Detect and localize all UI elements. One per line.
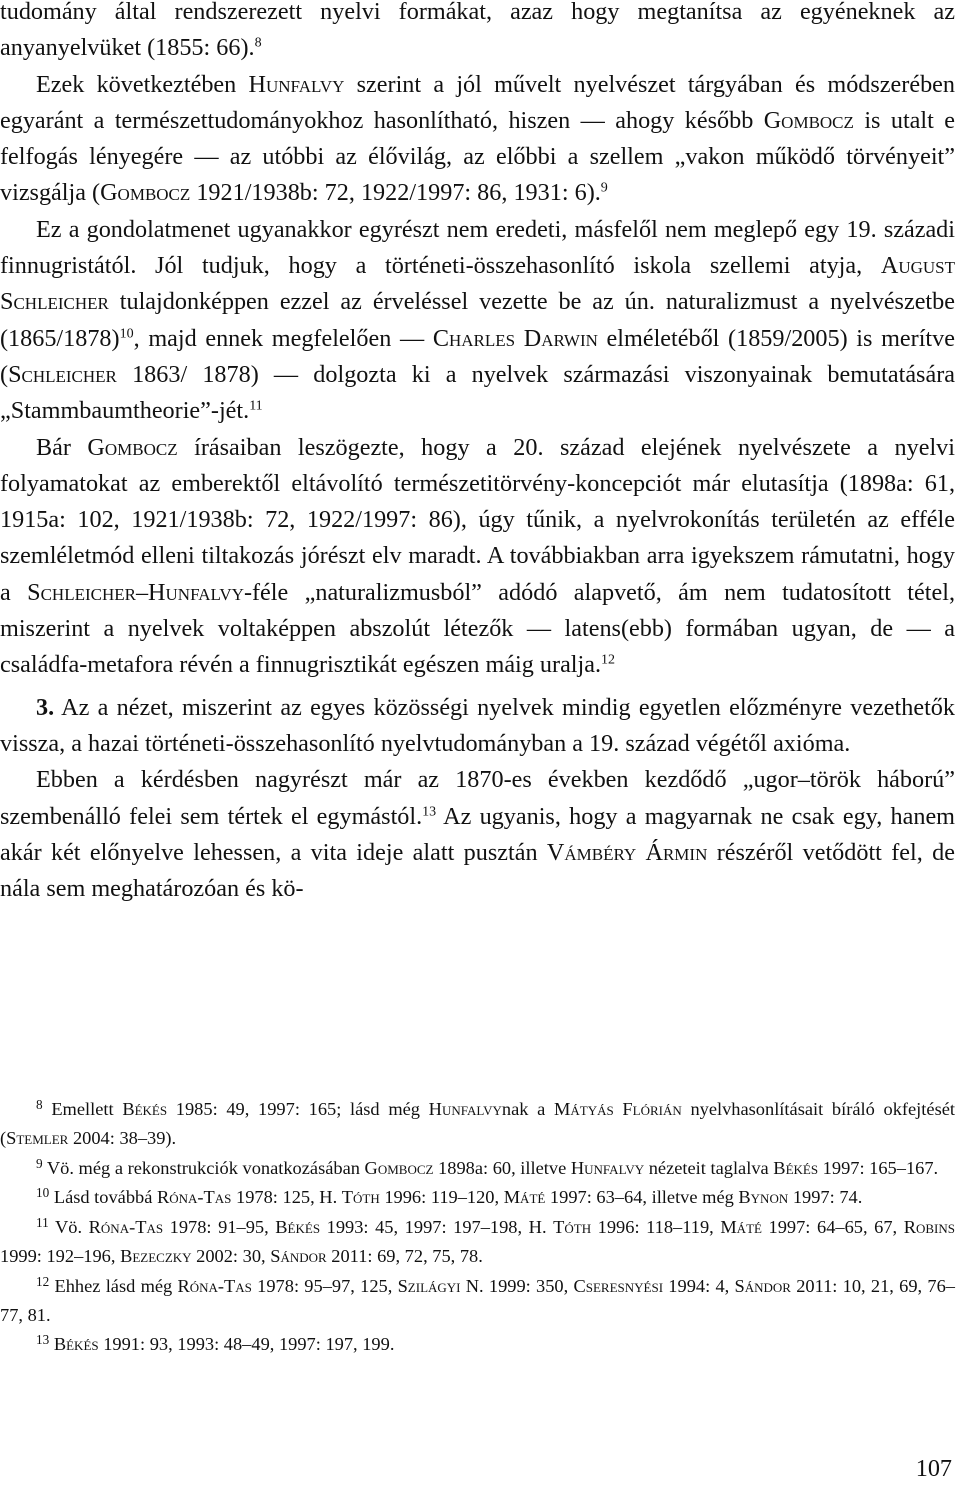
author-name: Bynon — [738, 1187, 789, 1208]
footnote-marker: 9 — [600, 179, 608, 196]
author-name: Tóth — [341, 1187, 380, 1208]
text-run: 1994: 4, — [663, 1275, 735, 1296]
paragraph — [0, 212, 955, 430]
footnote-marker: 11 — [249, 397, 263, 414]
paragraph — [0, 430, 955, 684]
text-run: 1993: 45, 1997: 197–198, H. — [320, 1216, 554, 1237]
author-name: Szilágyi — [397, 1275, 461, 1296]
paragraph — [0, 690, 955, 763]
text-run: 1997: 63–64, illetve még — [545, 1187, 739, 1208]
footnote — [0, 1272, 955, 1330]
author-name: Hunfalvy — [248, 70, 345, 98]
text-run: 1999: 192–196, — [0, 1245, 121, 1266]
text-run: elméletéből (1859/2005) is merítve ( — [0, 324, 955, 388]
footnote — [0, 1183, 955, 1212]
footnote-marker: 8 — [254, 34, 262, 51]
footnote — [0, 1213, 955, 1271]
text-run: 1978: 95–97, 125, — [251, 1275, 398, 1296]
author-name: Robins — [903, 1216, 955, 1237]
text-run: Az ugyanis, hogy a magyarnak ne csak egy, hanem akár két előnyelve lehessen, a vita ideje alatt pusztán — [0, 802, 955, 866]
text-run: 1898a: 60, illetve — [433, 1157, 571, 1178]
text-run: Lásd továbbá — [49, 1187, 157, 1208]
footnote — [0, 1154, 955, 1183]
text-run: Ebben a kérdésben nagyrészt már az 1870-es években kezdődő „ugor–török háború” szembenálló felei sem tértek el egymástól. — [0, 766, 955, 830]
footnote-marker: 13 — [422, 802, 437, 819]
text-run: 2002: 30, — [191, 1245, 271, 1266]
text-run: tulajdonképpen ezzel az érveléssel vezette be az ún. naturalizmust a nyelvészetbe (1865/1878) — [0, 288, 955, 352]
footnote-marker: 12 — [601, 651, 616, 668]
text-run: Emellett — [42, 1099, 123, 1119]
text-run: nézeteit taglalva — [644, 1157, 774, 1178]
footnote-marker: 8 — [36, 1097, 43, 1113]
text-run: 1996: 119–120, — [379, 1187, 504, 1208]
author-name: Máté — [503, 1187, 546, 1208]
footnote — [0, 1095, 955, 1153]
text-run: , majd ennek megfelelően — — [133, 324, 433, 352]
author-name: Sándor — [270, 1245, 327, 1266]
text-run: 1996: 118–119, — [591, 1216, 721, 1237]
text-run: N. 1999: 350, — [460, 1275, 574, 1296]
text-run: -féle „naturalizmusból” adódó alapvető, ám nem tudatosított tétel, miszerint a nyelvek voltaképpen abszolút létezők — latens(ebb) formában ugyan, de — a családfa-metafora révén a finnugrisztikát egészen máig uralja. — [0, 578, 955, 679]
author-name: Schleicher — [8, 360, 117, 388]
footnote-marker: 11 — [36, 1214, 49, 1230]
author-name: Sándor — [734, 1275, 791, 1296]
author-name: Békés — [773, 1157, 819, 1178]
author-name: Stemler — [6, 1128, 69, 1149]
author-name: Gombocz — [100, 179, 191, 207]
author-name: Mátyás Flórián — [554, 1099, 682, 1119]
footnote-marker: 9 — [36, 1155, 43, 1171]
footnote-marker: 10 — [119, 324, 134, 341]
author-name: Schleicher–Hunfalvy — [27, 578, 244, 606]
author-name: Gombocz — [87, 433, 178, 461]
author-name: Róna-Tas — [177, 1275, 252, 1296]
text-run: 1978: 91–95, — [163, 1216, 276, 1237]
text-run: 1978: 125, H. — [231, 1187, 342, 1208]
text-run: Ezek következtében — [36, 70, 249, 98]
author-name: Vámbéry Ármin — [546, 838, 708, 866]
text-run: Bár — [36, 433, 88, 461]
author-name: Békés — [53, 1334, 99, 1355]
author-name: Cseresnyési — [573, 1275, 664, 1296]
footnote-marker: 13 — [36, 1332, 50, 1348]
author-name: Tóth — [553, 1216, 592, 1237]
author-name: Hunfalvy — [570, 1157, 645, 1178]
text-run: nyelvhasonlításait bíráló okfejtését ( — [0, 1099, 955, 1149]
text-run: 1997: 64–65, 67, — [761, 1216, 904, 1237]
text-run: tudomány által rendszerezett nyelvi formákat, azaz hogy megtanítsa az egyéneknek az anyanyelvüket (1855: 66). — [0, 0, 955, 62]
text-run: Vö. — [48, 1216, 89, 1237]
author-name: Máté — [720, 1216, 762, 1237]
paragraph — [0, 762, 955, 907]
author-name: Gombocz — [763, 106, 854, 134]
page-number: 107 — [915, 1455, 952, 1482]
footnote-marker: 10 — [36, 1185, 50, 1201]
footnotes — [0, 1095, 955, 1360]
text-run: Vö. még a rekonstrukciók vonatkozásában — [42, 1157, 365, 1178]
paragraph — [0, 0, 955, 67]
section-number: 3. — [36, 693, 55, 721]
text-run: is utalt e felfogás lényegére — az utóbbi az élővilág, az előbbi a szellem „vakon működő törvényeit” vizsgálja ( — [0, 106, 956, 207]
text-run: 1863/ 1878) — dolgozta ki a nyelvek származási viszonyainak bemutatására „Stammbaumtheorie”-jét. — [0, 360, 955, 425]
text-run: nak a — [501, 1099, 555, 1119]
text-run: 1985: 49, 1997: 165; lásd még — [167, 1099, 429, 1119]
text-run: 2011: 69, 72, 75, 78. — [326, 1245, 483, 1266]
text-run: részéről vetődött fel, de nála sem meghatározóan és kö- — [0, 838, 955, 903]
text-run: 1991: 93, 1993: 48–49, 1997: 197, 199. — [98, 1334, 395, 1355]
text-run: 1997: 165–167. — [818, 1157, 939, 1178]
author-name: Charles Darwin — [432, 324, 598, 352]
text-run: 1997: 74. — [788, 1187, 863, 1208]
author-name: Róna-Tas — [157, 1187, 232, 1208]
text-run: 2011: 10, 21, 69, 76–77, 81. — [0, 1275, 955, 1325]
text-run: 2004: 38–39). — [68, 1128, 177, 1149]
author-name: Hunfalvy — [428, 1099, 502, 1119]
text-run: Ehhez lásd még — [49, 1275, 178, 1296]
author-name: Békés — [122, 1099, 168, 1119]
author-name: August Schleicher — [0, 252, 955, 316]
footnote — [0, 1330, 955, 1359]
paragraph — [0, 67, 955, 212]
footnote-marker: 12 — [36, 1273, 50, 1289]
text-run: szerint a jól művelt nyelvészet tárgyában és módszerében egyaránt a természettudományokhoz hasonlítható, hiszen — ahogy később — [0, 70, 955, 134]
text-run: 1921/1938b: 72, 1922/1997: 86, 1931: 6). — [190, 179, 601, 207]
text-run: írásaiban leszögezte, hogy a 20. század elejének nyelvészete a nyelvi folyamatokat az emberektől eltávolító természetitörvény-koncepciót már elutasítja (1898a: 61, 1915a: 102, 1921/1938b: 72, 1922/1997: 86), úgy tűnik, a nyelvrokonítás területén az efféle szemléletmód elleni tiltakozás jórészt elv maradt. A továbbiakban arra igyekszem rámutatni, hogy a — [0, 433, 955, 606]
text-run: Az a nézet, miszerint az egyes közösségi nyelvek mindig egyetlen előzményre vezethetők vissza, a hazai történeti-összehasonlító nyelvtudományban a 19. század végétől axióma. — [0, 693, 955, 757]
author-name: Róna-Tas — [88, 1216, 164, 1237]
author-name: Bezeczky — [120, 1245, 192, 1266]
text-run: Ez a gondolatmenet ugyanakkor egyrészt nem eredeti, másfelől nem meglepő egy 19. századi finnugristától. Jól tudjuk, hogy a történeti-összehasonlító iskola szellemi atyja, — [0, 215, 955, 280]
author-name: Gombocz — [364, 1157, 434, 1178]
author-name: Békés — [275, 1216, 321, 1237]
